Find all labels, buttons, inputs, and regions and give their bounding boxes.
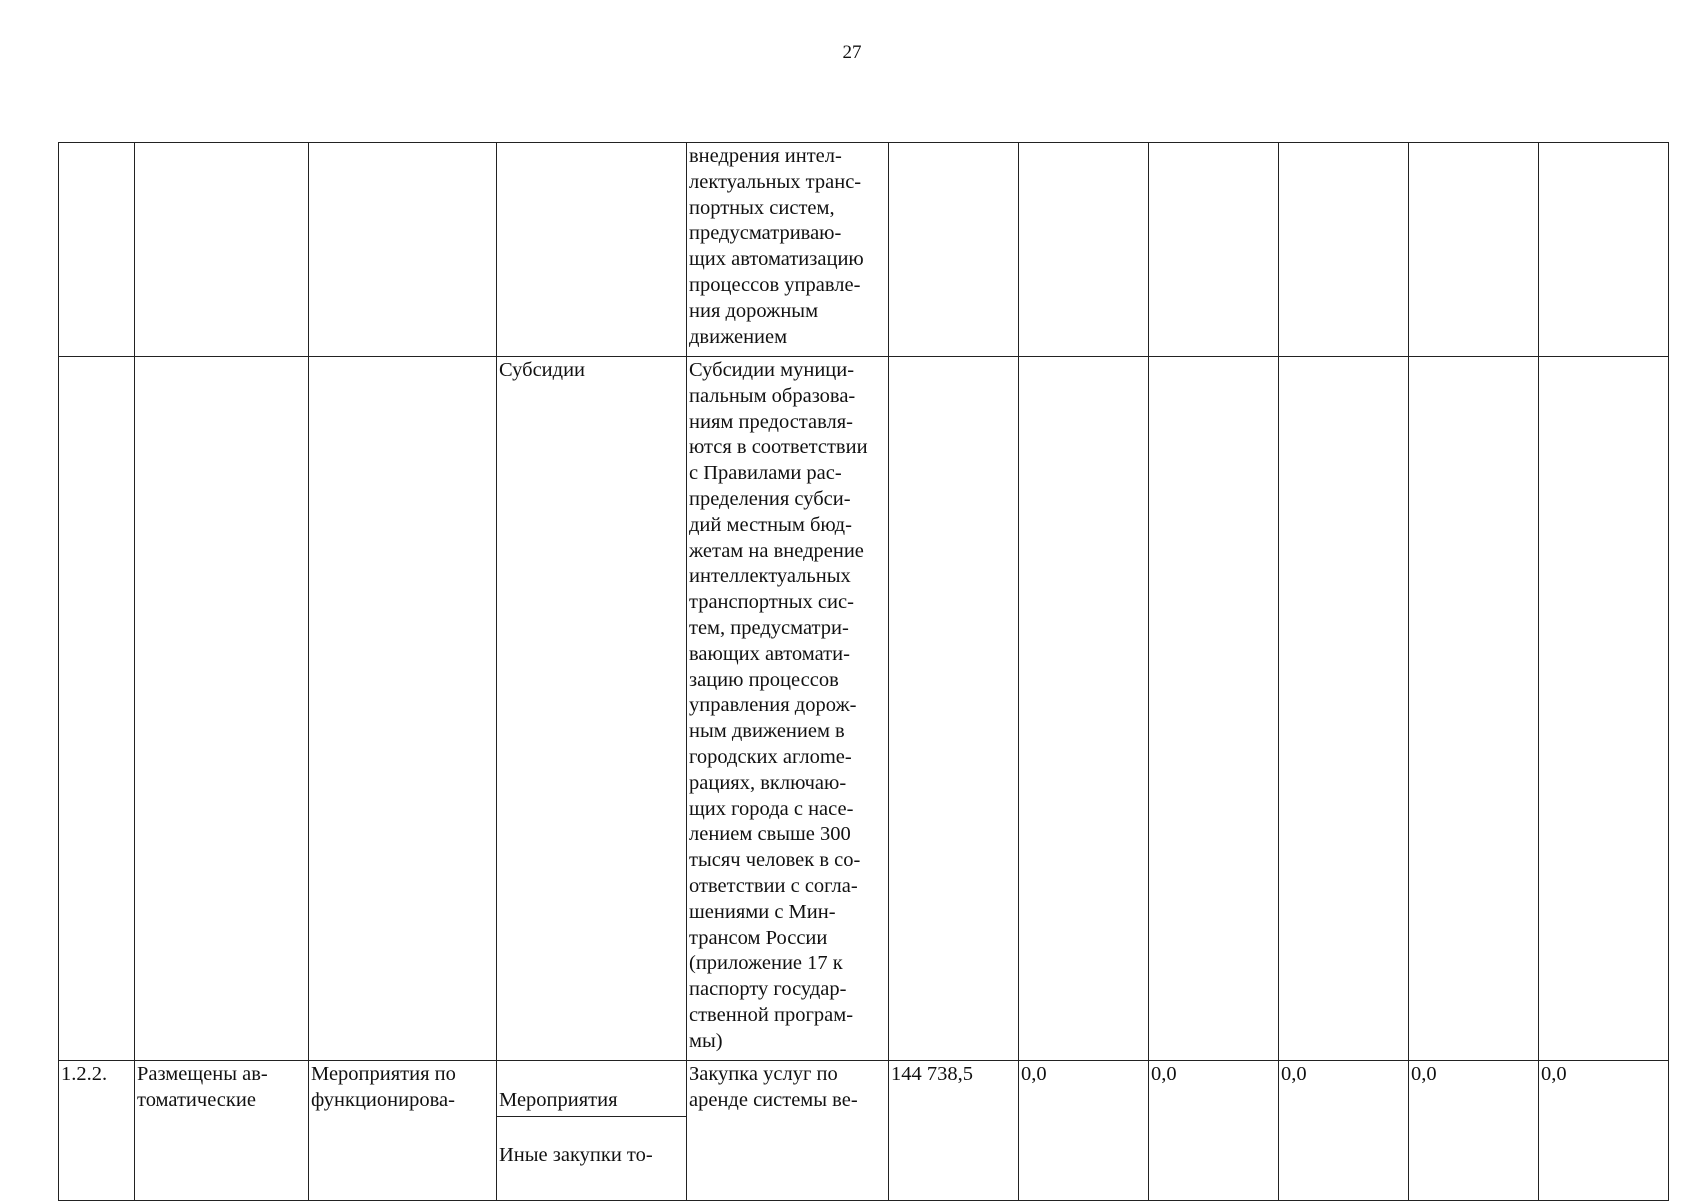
cell-result xyxy=(135,143,309,357)
cell-value xyxy=(1539,143,1669,357)
cell-event xyxy=(309,143,497,357)
cell-value xyxy=(1279,357,1409,1061)
cell-value: 0,0 xyxy=(1019,1061,1149,1201)
cell-description xyxy=(687,1061,889,1201)
cell-description: внедрения интел- лектуальных транс- портных систем, предусматриваю- щих автоматизацию процессов управле- ния дорожным движением xyxy=(687,143,889,357)
result-text: Размещены ав- томатические xyxy=(137,1063,268,1111)
cell-value xyxy=(1019,357,1149,1061)
cell-value: 0,0 xyxy=(1409,1061,1539,1201)
cell-type-bottom: Иные закупки то- xyxy=(499,1143,653,1166)
cell-value xyxy=(1539,357,1669,1061)
description-text: Закупка услуг по аренде системы ве- xyxy=(689,1063,858,1111)
cell-value xyxy=(1409,143,1539,357)
cell-description: Субсидии муници- пальным образова- ниям предоставля- ются в соответствии с Правилами рас- пределения субси- дий местным бюд- жетам на внедрение интеллектуальных транспортных сис- тем, предусматри- вающих автомати- зацию процессов управления дорож- ным движением в городских аглome- рациях, включаю- щих города с насе- лением свыше 300 тысяч человек в со- ответствии с согла- шениями с Мин- трансом России (приложение 17 к паспорту государ- ственной програм- мы) xyxy=(687,357,889,1061)
cell-value xyxy=(1409,357,1539,1061)
cell-value: 144 738,5 xyxy=(889,1061,1019,1201)
event-text: Мероприятия по функционирова- xyxy=(311,1063,456,1111)
cell-value xyxy=(889,357,1019,1061)
cell-value: 0,0 xyxy=(1149,1061,1279,1201)
cell-value: 0,0 xyxy=(1279,1061,1409,1201)
cell-value xyxy=(889,143,1019,357)
table-row xyxy=(59,143,1669,357)
measures-table xyxy=(58,142,1669,1201)
cell-result xyxy=(135,1061,309,1201)
cell-value xyxy=(1279,143,1409,357)
table-row xyxy=(59,1061,1669,1201)
cell-type-split xyxy=(497,1061,687,1201)
cell-number: 1.2.2. xyxy=(59,1061,135,1201)
cell-event xyxy=(309,357,497,1061)
cell-value xyxy=(1019,143,1149,357)
cell-event xyxy=(309,1061,497,1201)
cell-type xyxy=(497,143,687,357)
cell-type-top: Мероприятия xyxy=(497,1087,686,1117)
table-row xyxy=(59,357,1669,1061)
cell-value xyxy=(1149,143,1279,357)
cell-result xyxy=(135,357,309,1061)
cell-value: 0,0 xyxy=(1539,1061,1669,1201)
cell-number xyxy=(59,357,135,1061)
cell-type: Субсидии xyxy=(497,357,687,1061)
page-number: 27 xyxy=(842,42,862,63)
cell-value xyxy=(1149,357,1279,1061)
cell-number xyxy=(59,143,135,357)
